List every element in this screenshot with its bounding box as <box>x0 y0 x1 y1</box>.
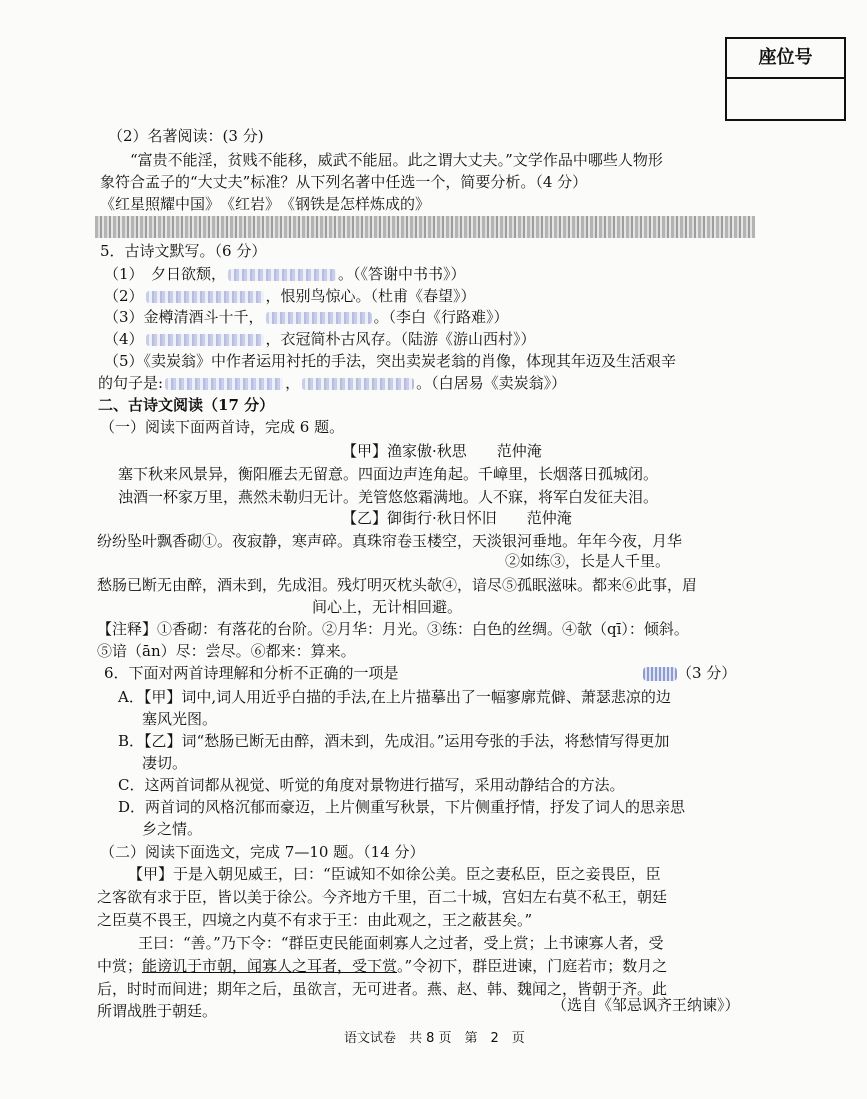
poem-jia-line-2: 浊酒一杯家万里，燕然未勒归无计。羌管悠悠霜满地。人不寐，将军白发征夫泪。 <box>118 488 659 506</box>
scan-artifact-strip <box>95 216 755 238</box>
poem-jia-line-1: 塞下秋来风景异，衡阳雁去无留意。四面边声连角起。千嶂里，长烟落日孤城闭。 <box>118 465 659 483</box>
q5-item-3-prefix: （3）金樽清酒斗十千， <box>104 308 264 326</box>
seat-number-box <box>725 37 846 121</box>
seat-number-label: 座位号 <box>727 39 844 79</box>
notes-line-2: ⑤谙（ān）尽：尝尽。⑥都来：算来。 <box>97 642 356 660</box>
notes-line-1: 【注释】①香砌：有落花的台阶。②月华：月光。③练：白色的丝绸。④欹（qī）：倾斜。 <box>97 620 689 638</box>
q6-option-a-line-1: A．【甲】词中,词人用近乎白描的手法,在上片描摹出了一幅寥廓荒僻、萧瑟悲凉的边 <box>118 688 671 706</box>
q6-option-b-line-1: B．【乙】词“愁肠已断无由醉，酒未到，先成泪。”运用夸张的手法，将愁情写得更加 <box>118 732 670 750</box>
q5-item-5-suffix: 。（白居易《卖炭翁》） <box>416 374 567 392</box>
prose-line-7: 所谓战胜于朝廷。 <box>97 1002 218 1020</box>
prose-line-1: 【甲】于是入朝见威王，曰：“臣诚知不如徐公美。臣之妻私臣，臣之妾畏臣，臣 <box>128 865 661 883</box>
q2-title: （2）名著阅读：(3 分) <box>108 127 264 145</box>
section-2-title: 二、古诗文阅读（17 分） <box>98 396 275 414</box>
q5-item-4-suffix: ，衣冠简朴古风存。（陆游《游山西村》） <box>265 330 536 348</box>
subsection-1-title: （一）阅读下面两首诗，完成 6 题。 <box>100 418 345 436</box>
q5-title: 5．古诗文默写。（6 分） <box>100 242 267 260</box>
q5-item-5-line-1: （5）《卖炭翁》中作者运用衬托的手法，突出卖炭老翁的肖像，体现其年迈及生活艰辛 <box>104 352 677 370</box>
q5-item-5-comma: ， <box>285 374 301 392</box>
q5-item-3-suffix: 。（李白《行路难》） <box>373 308 509 326</box>
q6-option-d-line-1: D．两首词的风格沉郁而豪迈，上片侧重写秋景，下片侧重抒情，抒发了词人的思亲思 <box>118 798 686 816</box>
prose-line-3: 之臣莫不畏王，四境之内莫不有求于王：由此观之，王之蔽甚矣。” <box>97 911 533 929</box>
subsection-2-title: （二）阅读下面选文，完成 7—10 题。（14 分） <box>100 843 425 861</box>
q6-option-b-line-2: 凄切。 <box>142 754 188 772</box>
q6-stem: 6．下面对两首诗理解和分析不正确的一项是 <box>104 664 399 682</box>
q5-item-2-prefix: （2） <box>104 287 144 305</box>
prose-line-5 <box>97 955 667 977</box>
q2-book-list: 《红星照耀中国》 《红岩》 《钢铁是怎样炼成的》 <box>100 195 431 213</box>
q5-item-1 <box>104 263 466 285</box>
q2-quote-line-2: 象符合孟子的“大丈夫”标准？从下列名著中任选一个，简要分析。（4 分） <box>100 173 588 191</box>
prose-line-6: 后，时时而间进；期年之后，虽欲言，无可进者。燕、赵、韩、魏闻之，皆朝于齐。此 <box>97 980 668 998</box>
answer-blank <box>146 291 264 303</box>
prose-line-5-start: 中赏； <box>97 957 143 975</box>
q5-item-2-suffix: ，恨别鸟惊心。（杜甫《春望》） <box>265 287 476 305</box>
q5-item-1-suffix: 。（《答谢中书书》） <box>338 265 466 283</box>
q6-option-c: C．这两首词都从视觉、听觉的角度对景物进行描写，采用动静结合的方法。 <box>118 776 625 794</box>
prose-line-4: 王曰：“善。”乃下令：“群臣吏民能面刺寡人之过者，受上赏；上书谏寡人者，受 <box>138 934 664 952</box>
poem-yi-line-4: 间心上，无计相回避。 <box>312 598 463 616</box>
underlined-sentence: 能谤讥于市朝，闻寡人之耳者，受下赏 <box>142 957 398 975</box>
prose-line-5-end: 。”令初下，群臣进谏，门庭若市；数月之 <box>397 957 668 975</box>
answer-blank <box>302 378 414 390</box>
q5-item-1-prefix: （1） 夕日欲颓， <box>104 265 227 283</box>
answer-blank <box>228 269 336 281</box>
answer-blank <box>146 334 264 346</box>
q5-item-4 <box>104 328 536 350</box>
q2-quote-line-1: “富贵不能淫，贫贱不能移，威武不能屈。此之谓大丈夫。”文学作品中哪些人物形 <box>130 151 663 169</box>
q6-option-d-line-2: 乡之情。 <box>142 820 203 838</box>
q6-option-a-line-2: 塞风光图。 <box>142 710 218 728</box>
q5-item-4-prefix: （4） <box>104 330 144 348</box>
q5-item-2 <box>104 285 476 307</box>
q6-answer-slot <box>643 662 736 684</box>
page-footer: 语文试卷 共 8 页 第 2 页 <box>344 1031 525 1046</box>
q5-item-5-line-2 <box>98 372 566 394</box>
prose-source: （选自《邹忌讽齐王纳谏》） <box>552 996 740 1014</box>
q5-item-5-prefix: 的句子是: <box>98 374 164 392</box>
q5-item-3 <box>104 306 509 328</box>
answer-blot <box>643 667 677 681</box>
poem-yi-line-3: 愁肠已断无由醉，酒未到，先成泪。残灯明灭枕头欹④，谙尽⑤孤眠滋味。都来⑥此事，眉 <box>97 576 698 594</box>
answer-blank <box>266 312 372 324</box>
poem-jia-title: 【甲】渔家傲·秋思 范仲淹 <box>342 442 542 460</box>
poem-yi-line-2: ②如练③，长是人千里。 <box>505 552 671 570</box>
answer-blank <box>165 378 283 390</box>
q6-score: （3 分） <box>677 664 737 682</box>
poem-yi-title: 【乙】御街行·秋日怀旧 范仲淹 <box>342 509 572 527</box>
prose-line-2: 之客欲有求于臣，皆以美于徐公。今齐地方千里，百二十城，宫妇左右莫不私王，朝廷 <box>97 888 668 906</box>
poem-yi-line-1: 纷纷坠叶飘香砌①。夜寂静，寒声碎。真珠帘卷玉楼空，天淡银河垂地。年年今夜，月华 <box>97 532 683 550</box>
